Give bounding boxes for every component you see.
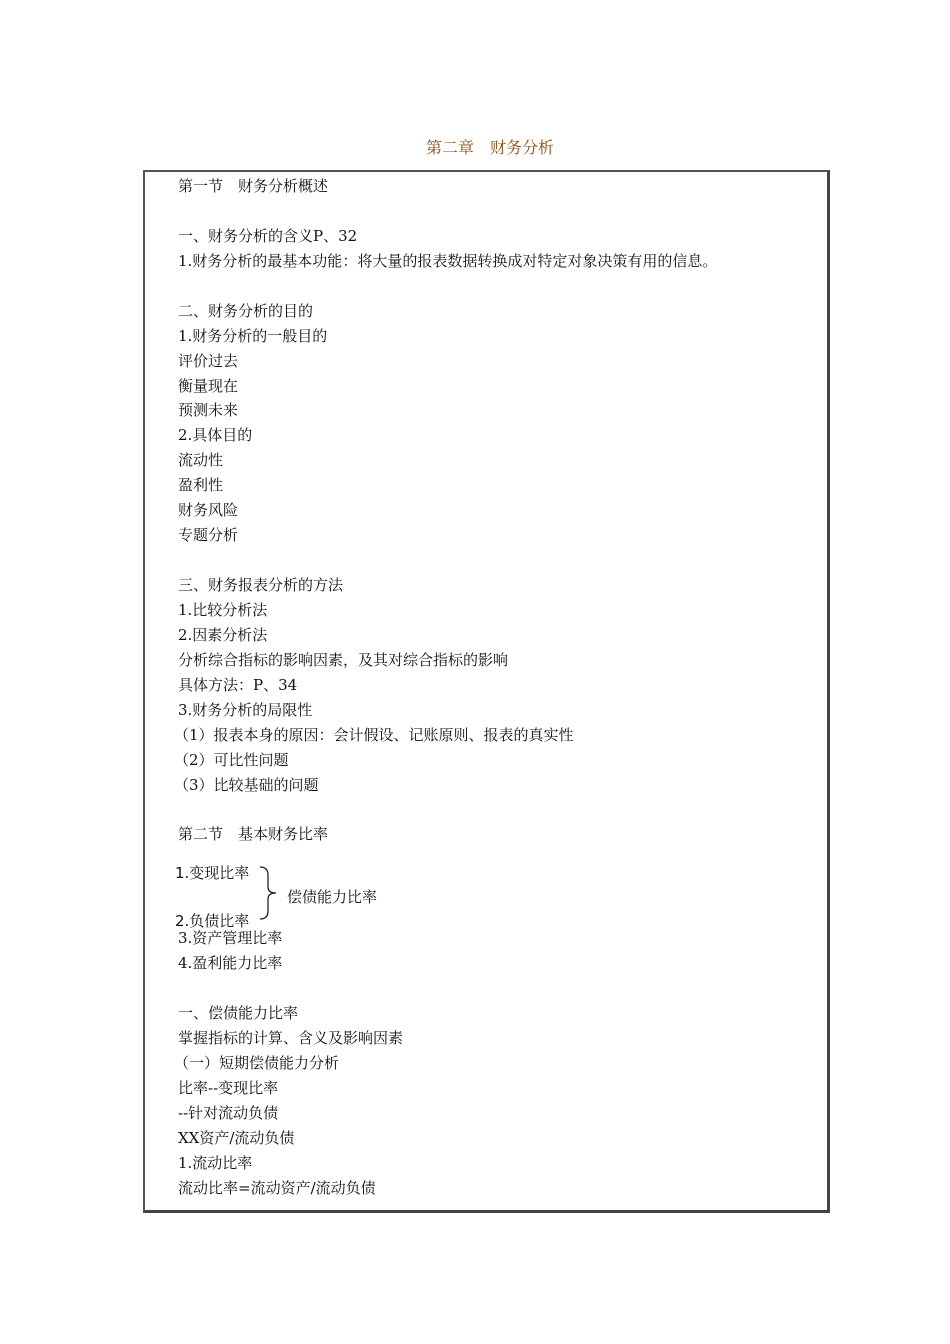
text-line: 专题分析	[178, 526, 239, 545]
text-line: （3）比较基础的问题	[174, 775, 319, 794]
text-line: --针对流动负债	[178, 1103, 279, 1122]
text-line: 盈利性	[178, 476, 224, 495]
text-line: 4.盈利能力比率	[178, 954, 283, 973]
text-line	[178, 274, 818, 299]
text-line: 三、财务报表分析的方法	[178, 576, 344, 594]
text-line: 掌握指标的计算、含义及影响因素	[178, 1029, 404, 1048]
text-line: 分析综合指标的影响因素，及其对综合指标的影响	[178, 650, 509, 669]
text-line: （1）报表本身的原因：会计假设、记账原则、报表的真实性	[174, 725, 574, 744]
text-line: （一）短期偿债能力分析	[174, 1054, 340, 1072]
content-body	[174, 174, 818, 1201]
chapter-title: 第二章 财务分析	[425, 138, 554, 157]
text-line: 财务风险	[178, 501, 239, 520]
brace-item-2: 2.负债比率	[175, 912, 250, 931]
text-line: 3.资产管理比率	[178, 929, 283, 948]
text-line: 3.财务分析的局限性	[178, 700, 313, 719]
curly-brace-icon	[256, 865, 286, 921]
section-lines-before	[174, 174, 818, 847]
text-line: XX资产/流动负债	[178, 1128, 295, 1147]
brace-figure	[175, 847, 818, 931]
text-line: 第一节 财务分析概述	[178, 177, 329, 195]
text-line: 评价过去	[178, 351, 239, 370]
text-line: 2.具体目的	[178, 426, 253, 445]
brace-group-label: 偿债能力比率	[287, 888, 378, 907]
text-line: （2）可比性问题	[174, 750, 289, 769]
text-line: 二、财务分析的目的	[178, 301, 314, 320]
text-line: 一、偿债能力比率	[178, 1004, 299, 1023]
text-line	[178, 976, 818, 1001]
text-line	[178, 797, 818, 822]
text-line: 预测未来	[178, 401, 239, 420]
text-line: 具体方法：P、34	[178, 675, 298, 694]
text-line	[178, 548, 818, 573]
text-line	[178, 199, 818, 224]
text-line: 1.流动比率	[178, 1153, 253, 1172]
text-line: 比率--变现比率	[178, 1078, 279, 1097]
text-line: 2.因素分析法	[178, 625, 268, 644]
text-line: 流动性	[178, 451, 224, 470]
text-line: 第二节 基本财务比率	[178, 825, 329, 844]
text-line: 流动比率=流动资产/流动负债	[178, 1178, 376, 1197]
text-line: 1.比较分析法	[178, 600, 268, 619]
text-line: 1.财务分析的最基本功能：将大量的报表数据转换成对特定对象决策有用的信息。	[178, 251, 718, 270]
section-lines-after	[174, 926, 818, 1200]
text-line: 一、财务分析的含义P、32	[178, 226, 358, 245]
text-line: 1.财务分析的一般目的	[178, 326, 328, 345]
text-line: 衡量现在	[178, 376, 239, 395]
brace-item-1: 1.变现比率	[175, 864, 250, 883]
